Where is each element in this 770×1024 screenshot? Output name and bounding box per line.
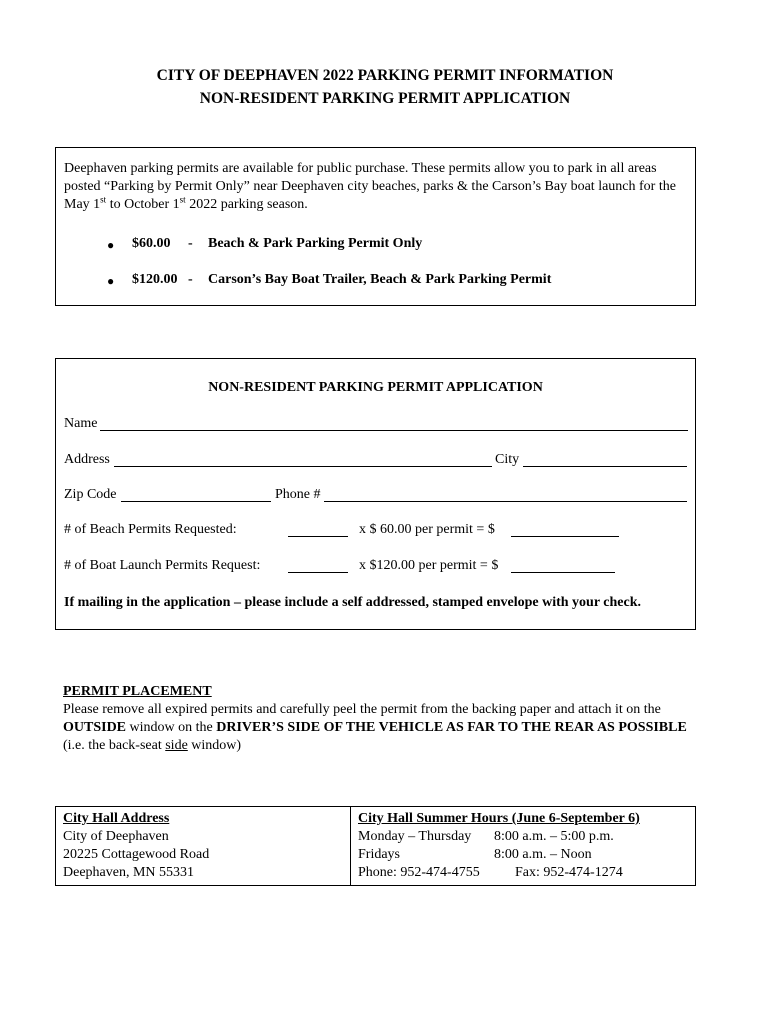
address-field[interactable] [114,453,492,467]
name-label: Name [64,416,98,431]
placement-emphasis: DRIVER’S SIDE OF THE VEHICLE AS FAR TO THE REAR AS POSSIBLE [216,720,687,735]
contact-row [358,864,688,882]
permit-placement-text [63,701,695,755]
city-hall-address-cell [56,807,351,886]
boat-permits-total-field[interactable] [511,559,615,573]
boat-permits-label: # of Boat Launch Permits Request: [64,558,261,573]
city-hall-address-heading: City Hall Address [63,811,170,826]
boat-permits-quantity-field[interactable] [288,559,348,573]
address-line: Deephaven, MN 55331 [63,865,195,880]
address-line: City of Deephaven [63,829,169,844]
hours-row [358,828,688,846]
hours-row [358,846,688,864]
city-hall-hours-heading: City Hall Summer Hours (June 6-September 6) [358,811,640,826]
phone-label: Phone # [275,487,321,502]
mailing-note: If mailing in the application – please include a self addressed, stamped envelope with your check. [64,595,642,610]
city-hall-hours-cell [351,807,696,886]
zip-label: Zip Code [64,487,117,502]
permit-price: $120.00 [132,272,178,287]
bullet-icon: ● [107,238,115,252]
address-line: 20225 Cottagewood Road [63,847,210,862]
permit-placement-heading: PERMIT PLACEMENT [63,684,212,699]
beach-permits-label: # of Beach Permits Requested: [64,522,237,537]
bullet-icon: ● [107,274,115,288]
city-label: City [495,452,520,467]
placement-underlined: side [165,738,188,753]
city-field[interactable] [523,453,687,467]
hours-days: Monday – Thursday [358,829,472,844]
placement-text-part: window) [187,738,242,753]
address-label: Address [64,452,110,467]
placement-text-part: Please remove all expired permits and carefully peel the permit from the backing paper and attach it on the [63,702,661,717]
fax-number: Fax: 952-474-1274 [515,865,623,880]
hours-time: 8:00 a.m. – Noon [494,847,592,862]
placement-emphasis: OUTSIDE [63,720,127,735]
placement-text-part: (i.e. the back-seat [63,738,166,753]
permit-description: Beach & Park Parking Permit Only [208,236,423,251]
zip-field[interactable] [121,488,271,502]
permit-dash: - [188,236,193,251]
phone-field[interactable] [324,488,687,502]
intro-text-part: Deephaven parking permits are available for public purchase. These permits allow you to park in all areas posted “Parking by Permit Only” near Deephaven city beaches, parks & the Carson’s Bay boat launch for the May 1 [64,161,676,212]
city-hall-info-table [55,806,696,886]
intro-text-part: 2022 parking season. [185,197,308,212]
page-title: CITY OF DEEPHAVEN 2022 PARKING PERMIT INFORMATION [156,67,614,84]
permit-description: Carson’s Bay Boat Trailer, Beach & Park Parking Permit [208,272,552,287]
page-subtitle: NON-RESIDENT PARKING PERMIT APPLICATION [199,90,571,107]
beach-permits-total-field[interactable] [511,523,619,537]
beach-permits-quantity-field[interactable] [288,523,348,537]
permit-info-box [55,147,696,306]
beach-permits-calc: x $ 60.00 per permit = $ [359,522,495,537]
ordinal-suffix: st [100,194,107,205]
hours-time: 8:00 a.m. – 5:00 p.m. [494,829,614,844]
permit-dash: - [188,272,193,287]
ordinal-suffix: st [179,194,186,205]
permit-price: $60.00 [132,236,171,251]
placement-text-part: window on the [126,720,217,735]
boat-permits-calc: x $120.00 per permit = $ [359,558,499,573]
application-title: NON-RESIDENT PARKING PERMIT APPLICATION [208,380,543,395]
phone-number: Phone: 952-474-4755 [358,865,480,880]
hours-days: Fridays [358,847,400,862]
application-form-box [55,358,696,630]
permit-intro-text [64,160,686,214]
name-field[interactable] [100,417,688,431]
intro-text-part: to October 1 [106,197,180,212]
